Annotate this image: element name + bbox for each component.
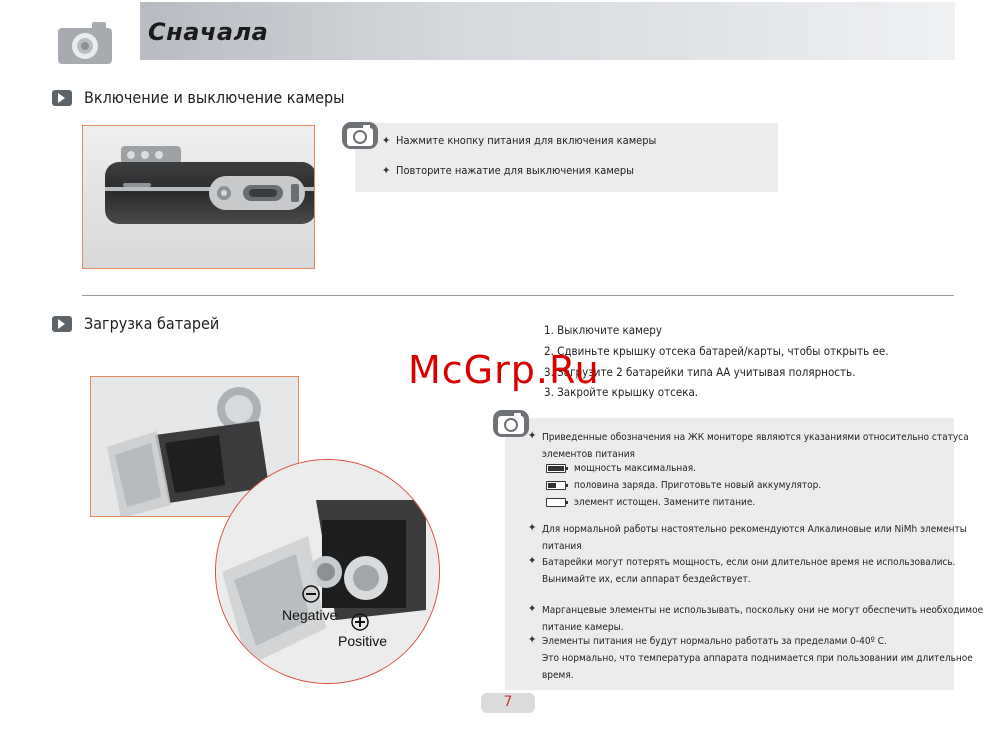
battery-state-full: мощность максимальная. [546,463,696,474]
section-title-battery: Загрузка батарей [84,314,220,333]
note-alkaline: ✦ Для нормальной работы настоятельно рекомендуются Алкалиновые или NiMh элементы питания [528,521,967,552]
camera-logo-icon [56,18,114,66]
battery-polarity-illustration [216,460,440,684]
step-4: 3. Закройте крышку отсека. [544,385,699,399]
note-manganese: ✦ Марганцевые элементы не использывать, поскольку они не могут обеспечить необходимое питание камеры. [528,602,984,633]
camera-top-illustration [83,126,315,269]
step-3: 3. Загрузите 2 батарейки типа АА учитывая полярность. [544,365,856,379]
section-bullet-icon [52,90,72,106]
page-title: Сначала [148,18,269,46]
section-battery [52,314,219,333]
camera-note-icon [341,118,379,150]
watermark: McGrp.Ru [408,348,600,392]
plus-bullet-icon: ✦ [528,554,537,567]
step-2: 2. Сдвиньте крышку отсека батарей/карты, чтобы открыть ее. [544,344,889,358]
section-power [52,88,345,107]
camera-note-icon [492,406,530,438]
section-divider [82,295,954,296]
note-status: ✦ Приведенные обозначения на ЖК мониторе являются указаниями относительно статуса элементов питания [528,429,969,460]
plus-bullet-icon: ✦ [528,602,537,615]
positive-label: Positive [338,633,388,649]
note-lose-power: ✦ Батарейки могут потерять мощность, если они длительное время не использовались. Вынимайте их, если аппарат бездействует. [528,554,956,585]
battery-full-icon [546,464,566,473]
step-1: 1. Выключите камеру [544,323,662,337]
plus-bullet-icon: ✦ [382,134,391,147]
plus-bullet-icon: ✦ [528,429,537,442]
plus-bullet-icon: ✦ [528,633,537,646]
camera-power-photo [82,125,315,269]
note-power-on: ✦ Нажмите кнопку питания для включения камеры [382,134,657,147]
battery-empty-icon [546,498,566,507]
battery-half-icon [546,481,566,490]
note-temperature: ✦ Элементы питания не будут нормально работать за пределами 0-40º С. Это нормально, что температура аппарата поднимается при пользовании им длительное время. [528,633,973,681]
section-title-power: Включение и выключение камеры [84,88,345,107]
section-bullet-icon [52,316,72,332]
page-number: 7 [503,694,513,710]
negative-label: Negative [282,607,338,623]
plus-bullet-icon: ✦ [382,164,391,177]
battery-state-empty: элемент истощен. Замените питание. [546,497,755,508]
battery-state-half: половина заряда. Приготовьте новый аккумулятор. [546,480,821,491]
battery-zoom-photo [215,459,440,684]
plus-bullet-icon: ✦ [528,521,537,534]
note-power-off: ✦ Повторите нажатие для выключения камеры [382,164,634,177]
